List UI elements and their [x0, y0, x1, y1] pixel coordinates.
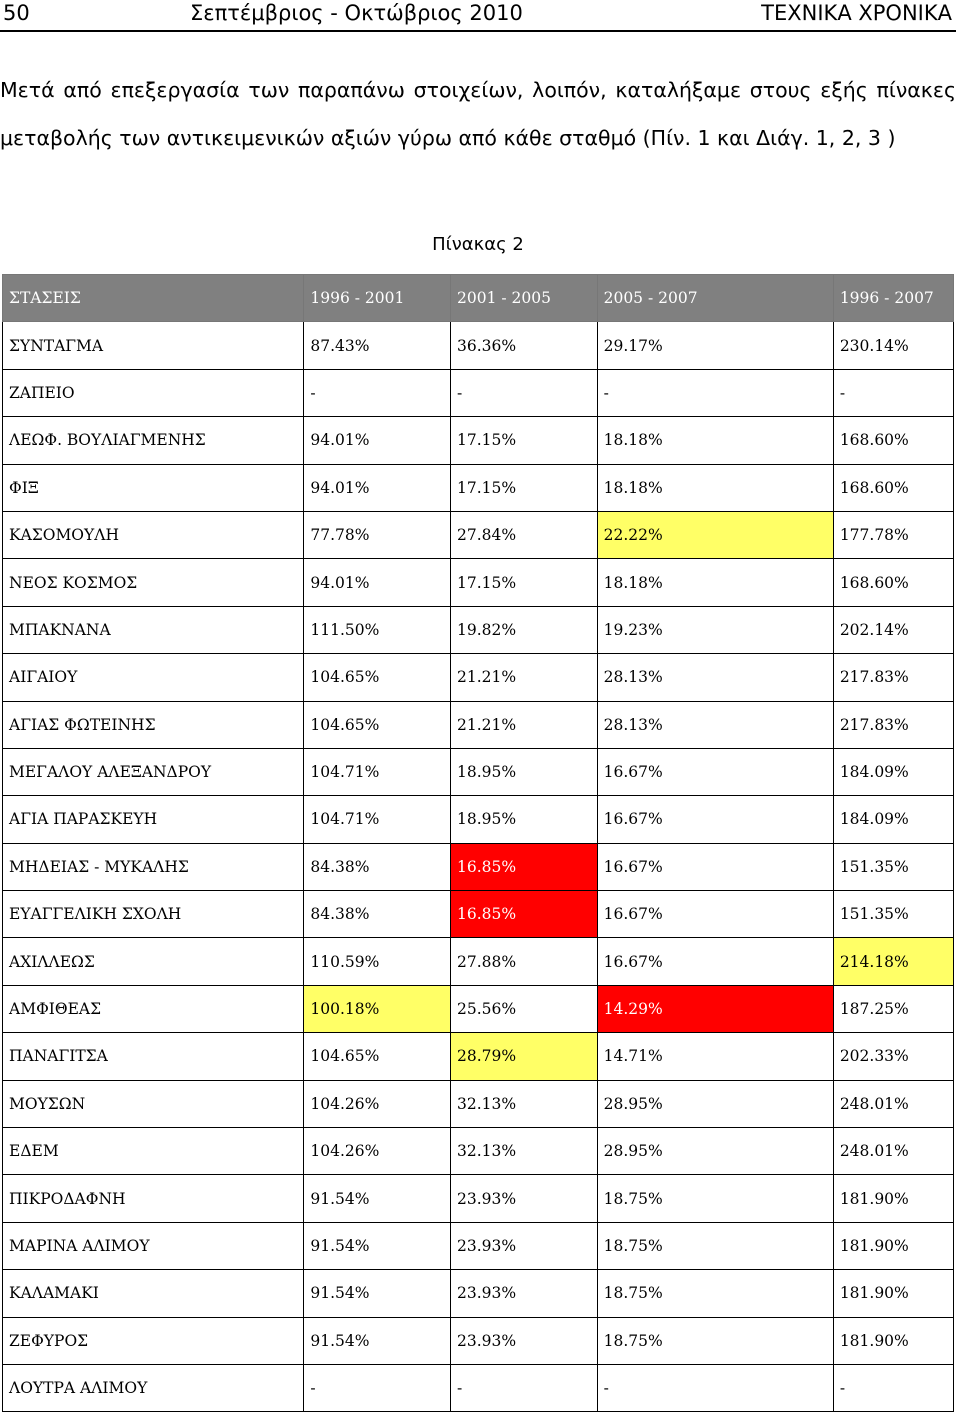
station-name-cell: ΑΓΙΑ ΠΑΡΑΣΚΕΥΗ — [3, 796, 304, 843]
percentage-cell: 23.93% — [450, 1222, 597, 1269]
percentage-cell: 18.75% — [597, 1222, 833, 1269]
table-row — [3, 1175, 954, 1222]
table-row — [3, 748, 954, 795]
percentage-cell: 104.26% — [304, 1128, 451, 1175]
percentage-cell: - — [597, 1364, 833, 1411]
table-row — [3, 1128, 954, 1175]
percentage-cell: 16.85% — [450, 843, 597, 890]
percentage-cell: 151.35% — [833, 891, 953, 938]
intro-text: Μετά από επεξεργασία των παραπάνω στοιχείων, λοιπόν, καταλήξαμε στους εξής πίνακες μεταβολής των αντικειμενικών αξιών γύρω από κάθε σταθμό (Πίν. 1 και Διάγ. 1, 2, 3 ) — [0, 78, 956, 150]
journal-title: ΤΕΧΝΙΚΑ ΧΡΟΝΙΚΑ — [761, 1, 952, 25]
percentage-cell: 16.67% — [597, 796, 833, 843]
percentage-cell: 230.14% — [833, 322, 953, 369]
percentage-cell: 16.67% — [597, 843, 833, 890]
station-name-cell: ΜΠΑΚΝΑΝΑ — [3, 606, 304, 653]
station-name-cell: ΑΧΙΛΛΕΩΣ — [3, 938, 304, 985]
station-name-cell: ΑΓΙΑΣ ΦΩΤΕΙΝΗΣ — [3, 701, 304, 748]
percentage-cell: 202.14% — [833, 606, 953, 653]
percentage-cell: 181.90% — [833, 1270, 953, 1317]
percentage-cell: 18.95% — [450, 748, 597, 795]
percentage-cell: 84.38% — [304, 891, 451, 938]
percentage-cell: 94.01% — [304, 464, 451, 511]
table-row — [3, 464, 954, 511]
percentage-cell: 16.67% — [597, 748, 833, 795]
percentage-cell: 22.22% — [597, 511, 833, 558]
percentage-cell: 23.93% — [450, 1270, 597, 1317]
table-row — [3, 511, 954, 558]
table-row — [3, 1270, 954, 1317]
percentage-cell: 17.15% — [450, 559, 597, 606]
percentage-cell: 18.95% — [450, 796, 597, 843]
table-row — [3, 938, 954, 985]
percentage-cell: - — [597, 369, 833, 416]
percentage-cell: 184.09% — [833, 796, 953, 843]
page-number: 50 — [3, 1, 30, 25]
percentage-cell: 19.23% — [597, 606, 833, 653]
percentage-cell: 18.75% — [597, 1317, 833, 1364]
table-row — [3, 796, 954, 843]
percentage-cell: 16.67% — [597, 938, 833, 985]
station-name-cell: ΛΕΩΦ. ΒΟΥΛΙΑΓΜΕΝΗΣ — [3, 417, 304, 464]
percentage-cell: 104.65% — [304, 654, 451, 701]
station-name-cell: ΜΕΓΑΛΟΥ ΑΛΕΞΑΝΔΡΟΥ — [3, 748, 304, 795]
station-name-cell: ΦΙΞ — [3, 464, 304, 511]
percentage-cell: 23.93% — [450, 1175, 597, 1222]
percentage-cell: 91.54% — [304, 1175, 451, 1222]
percentage-cell: - — [833, 369, 953, 416]
station-name-cell: ΚΑΛΑΜΑΚΙ — [3, 1270, 304, 1317]
table-row — [3, 654, 954, 701]
percentage-cell: 181.90% — [833, 1222, 953, 1269]
percentage-cell: 16.67% — [597, 891, 833, 938]
station-name-cell: ΠΑΝΑΓΙΤΣΑ — [3, 1033, 304, 1080]
percentage-cell: 151.35% — [833, 843, 953, 890]
percentage-cell: 28.79% — [450, 1033, 597, 1080]
percentage-cell: 27.84% — [450, 511, 597, 558]
percentage-cell: 19.82% — [450, 606, 597, 653]
percentage-cell: - — [304, 1364, 451, 1411]
percentage-cell: 187.25% — [833, 985, 953, 1032]
station-name-cell: ΖΑΠΕΙΟ — [3, 369, 304, 416]
percentage-cell: 168.60% — [833, 417, 953, 464]
percentage-cell: 36.36% — [450, 322, 597, 369]
percentage-cell: 18.18% — [597, 417, 833, 464]
table-row — [3, 1080, 954, 1127]
percentage-cell: 100.18% — [304, 985, 451, 1032]
percentage-cell: 14.71% — [597, 1033, 833, 1080]
percentage-cell: 27.88% — [450, 938, 597, 985]
percentage-cell: 28.95% — [597, 1128, 833, 1175]
percentage-cell: 17.15% — [450, 417, 597, 464]
station-name-cell: ΝΕΟΣ ΚΟΣΜΟΣ — [3, 559, 304, 606]
value-change-table — [2, 274, 954, 1412]
percentage-cell: 248.01% — [833, 1080, 953, 1127]
table-row — [3, 1317, 954, 1364]
station-name-cell: ΣΥΝΤΑΓΜΑ — [3, 322, 304, 369]
table-row — [3, 369, 954, 416]
table-row — [3, 891, 954, 938]
percentage-cell: 16.85% — [450, 891, 597, 938]
page-header — [0, 0, 960, 32]
table-row — [3, 417, 954, 464]
table-row — [3, 559, 954, 606]
station-name-cell: ΖΕΦΥΡΟΣ — [3, 1317, 304, 1364]
percentage-cell: 18.18% — [597, 464, 833, 511]
station-name-cell: ΕΔΕΜ — [3, 1128, 304, 1175]
percentage-cell: 94.01% — [304, 559, 451, 606]
table-row — [3, 606, 954, 653]
table-row — [3, 322, 954, 369]
percentage-cell: 248.01% — [833, 1128, 953, 1175]
percentage-cell: 28.95% — [597, 1080, 833, 1127]
table-row — [3, 1033, 954, 1080]
percentage-cell: 23.93% — [450, 1317, 597, 1364]
table-caption: Πίνακας 2 — [432, 234, 524, 255]
station-name-cell: ΜΟΥΣΩΝ — [3, 1080, 304, 1127]
table-row — [3, 1364, 954, 1411]
percentage-cell: 184.09% — [833, 748, 953, 795]
percentage-cell: 94.01% — [304, 417, 451, 464]
percentage-cell: 18.75% — [597, 1270, 833, 1317]
table-header-row — [3, 275, 954, 322]
percentage-cell: 21.21% — [450, 654, 597, 701]
percentage-cell: 84.38% — [304, 843, 451, 890]
percentage-cell: - — [450, 1364, 597, 1411]
percentage-cell: 14.29% — [597, 985, 833, 1032]
percentage-cell: 111.50% — [304, 606, 451, 653]
percentage-cell: 177.78% — [833, 511, 953, 558]
percentage-cell: 32.13% — [450, 1128, 597, 1175]
percentage-cell: 28.13% — [597, 654, 833, 701]
percentage-cell: - — [450, 369, 597, 416]
station-name-cell: ΜΗΔΕΙΑΣ - ΜΥΚΑΛΗΣ — [3, 843, 304, 890]
percentage-cell: 18.75% — [597, 1175, 833, 1222]
station-name-cell: ΕΥΑΓΓΕΛΙΚΗ ΣΧΟΛΗ — [3, 891, 304, 938]
station-name-cell: ΛΟΥΤΡΑ ΑΛΙΜΟΥ — [3, 1364, 304, 1411]
percentage-cell: - — [833, 1364, 953, 1411]
table-body — [3, 322, 954, 1412]
percentage-cell: - — [304, 369, 451, 416]
header-rule — [0, 30, 956, 32]
percentage-cell: 29.17% — [597, 322, 833, 369]
percentage-cell: 87.43% — [304, 322, 451, 369]
percentage-cell: 104.71% — [304, 796, 451, 843]
percentage-cell: 28.13% — [597, 701, 833, 748]
percentage-cell: 181.90% — [833, 1317, 953, 1364]
percentage-cell: 202.33% — [833, 1033, 953, 1080]
station-name-cell: ΑΙΓΑΙΟΥ — [3, 654, 304, 701]
percentage-cell: 217.83% — [833, 654, 953, 701]
percentage-cell: 77.78% — [304, 511, 451, 558]
station-name-cell: ΜΑΡΙΝΑ ΑΛΙΜΟΥ — [3, 1222, 304, 1269]
issue-date: Σεπτέμβριος - Οκτώβριος 2010 — [190, 1, 523, 25]
percentage-cell: 110.59% — [304, 938, 451, 985]
station-name-cell: ΠΙΚΡΟΔΑΦΝΗ — [3, 1175, 304, 1222]
percentage-cell: 32.13% — [450, 1080, 597, 1127]
table-row — [3, 985, 954, 1032]
percentage-cell: 104.71% — [304, 748, 451, 795]
percentage-cell: 168.60% — [833, 559, 953, 606]
percentage-cell: 18.18% — [597, 559, 833, 606]
percentage-cell: 17.15% — [450, 464, 597, 511]
station-name-cell: ΑΜΦΙΘΕΑΣ — [3, 985, 304, 1032]
column-header: ΣΤΑΣΕΙΣ — [3, 275, 304, 322]
percentage-cell: 91.54% — [304, 1317, 451, 1364]
percentage-cell: 104.65% — [304, 701, 451, 748]
percentage-cell: 214.18% — [833, 938, 953, 985]
percentage-cell: 181.90% — [833, 1175, 953, 1222]
percentage-cell: 104.26% — [304, 1080, 451, 1127]
column-header: 2001 - 2005 — [450, 275, 597, 322]
table-row — [3, 1222, 954, 1269]
table-row — [3, 701, 954, 748]
percentage-cell: 21.21% — [450, 701, 597, 748]
column-header: 1996 - 2007 — [833, 275, 953, 322]
percentage-cell: 91.54% — [304, 1222, 451, 1269]
table-row — [3, 843, 954, 890]
percentage-cell: 25.56% — [450, 985, 597, 1032]
column-header: 2005 - 2007 — [597, 275, 833, 322]
percentage-cell: 168.60% — [833, 464, 953, 511]
percentage-cell: 91.54% — [304, 1270, 451, 1317]
station-name-cell: ΚΑΣΟΜΟΥΛΗ — [3, 511, 304, 558]
percentage-cell: 217.83% — [833, 701, 953, 748]
percentage-cell: 104.65% — [304, 1033, 451, 1080]
column-header: 1996 - 2001 — [304, 275, 451, 322]
intro-paragraph — [0, 66, 956, 162]
